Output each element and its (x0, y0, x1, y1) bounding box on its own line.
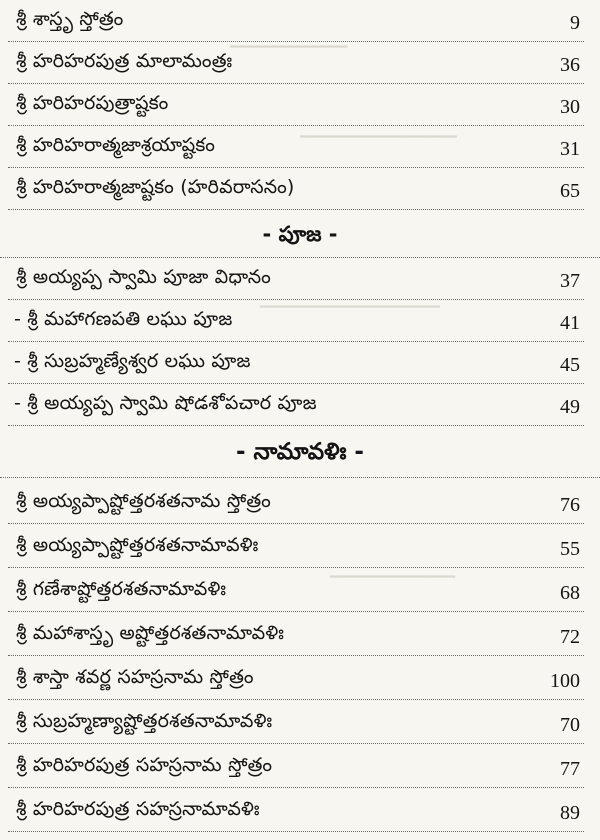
section-heading-namavali: - నామావళిః - (0, 430, 600, 478)
entry-page-number: 31 (560, 138, 580, 160)
toc-entry[interactable] (8, 384, 584, 426)
toc-entry[interactable] (8, 524, 584, 568)
toc-entry[interactable] (8, 568, 584, 612)
entry-title: శ్రీ హరిహరాత్మజాష్టకం (హరివరాసనం) (16, 176, 295, 198)
toc-entry[interactable] (8, 744, 584, 788)
entry-title: - శ్రీ అయ్యప్ప స్వామి షోడశోపచార పూజ (14, 392, 317, 414)
entry-page-number: 45 (560, 354, 580, 376)
entry-page-number: 72 (560, 626, 580, 648)
entry-title: శ్రీ మహాశాస్తృ అష్టోత్తరశతనామావళిః (16, 622, 285, 644)
section-heading-puja: - పూజ - (0, 214, 600, 258)
entry-page-number: 100 (550, 670, 580, 692)
entry-title: శ్రీ శాస్తృ స్తోత్రం (16, 8, 124, 30)
toc-entry[interactable] (8, 258, 584, 300)
toc-entry[interactable] (8, 84, 584, 126)
entry-page-number: 9 (570, 12, 580, 34)
entry-title: శ్రీ సుబ్రహ్మణ్యాష్టోత్తరశతనామావళిః (16, 710, 273, 732)
toc-entry[interactable] (8, 656, 584, 700)
toc-entry[interactable] (8, 126, 584, 168)
entry-page-number: 68 (560, 582, 580, 604)
toc-entry[interactable] (8, 342, 584, 384)
toc-entry[interactable] (8, 168, 584, 210)
entry-title: శ్రీ గణేశాష్టోత్తరశతనామావళిః (16, 578, 227, 600)
entry-page-number: 41 (560, 312, 580, 334)
entry-page-number: 37 (560, 270, 580, 292)
entry-page-number: 70 (560, 714, 580, 736)
entry-title: శ్రీ హరిహరపుత్ర సహస్రనామావళిః (16, 798, 260, 820)
entry-title: శ్రీ హరిహరపుత్ర మాలామంత్రః (16, 50, 233, 72)
bleed-through-text: ━━━━━━━━━━━━━━━ (230, 40, 348, 55)
toc-entry[interactable] (8, 700, 584, 744)
entry-title: శ్రీ హరిహరపుత్రాష్టకం (16, 92, 169, 114)
toc-entry[interactable] (8, 612, 584, 656)
entry-title: శ్రీ హరిహరపుత్ర సహస్రనామ స్తోత్రం (16, 754, 273, 776)
entry-page-number: 55 (560, 538, 580, 560)
entry-page-number: 76 (560, 494, 580, 516)
entry-page-number: 36 (560, 54, 580, 76)
toc-entry[interactable] (8, 788, 584, 832)
toc-entry[interactable] (8, 42, 584, 84)
bleed-through-text: ━━━━━━━━━━━━━━━━ (330, 570, 456, 585)
entry-title: శ్రీ హరిహరాత్మజాశ్రయాష్టకం (16, 134, 216, 156)
bleed-through-text: ━━━━━━━━━━━━━━━━━━━━━━━ (260, 300, 441, 315)
entry-title: - శ్రీ మహాగణపతి లఘు పూజ (14, 308, 233, 330)
entry-page-number: 65 (560, 180, 580, 202)
entry-page-number: 49 (560, 396, 580, 418)
entry-title: శ్రీ అయ్యప్పాష్టోత్తరశతనామావళిః (16, 534, 259, 556)
entry-title: శ్రీ అయ్యప్ప స్వామి పూజా విధానం (16, 266, 271, 288)
entry-page-number: 30 (560, 96, 580, 118)
entry-title: శ్రీ అయ్యప్పాష్టోత్తరశతనామ స్తోత్రం (16, 490, 271, 512)
toc-entry[interactable] (8, 0, 584, 42)
bleed-through-text: ━━━━━━━━━━━━━━━━━━━━ (300, 130, 457, 145)
entry-page-number: 89 (560, 802, 580, 824)
entry-title: శ్రీ శాస్తా శవర్ణ సహస్రనామ స్తోత్రం (16, 666, 254, 688)
entry-page-number: 77 (560, 758, 580, 780)
entry-title: - శ్రీ సుబ్రహ్మణ్యేశ్వర లఘు పూజ (14, 350, 251, 372)
toc-entry[interactable] (8, 480, 584, 524)
toc-entry[interactable] (8, 300, 584, 342)
